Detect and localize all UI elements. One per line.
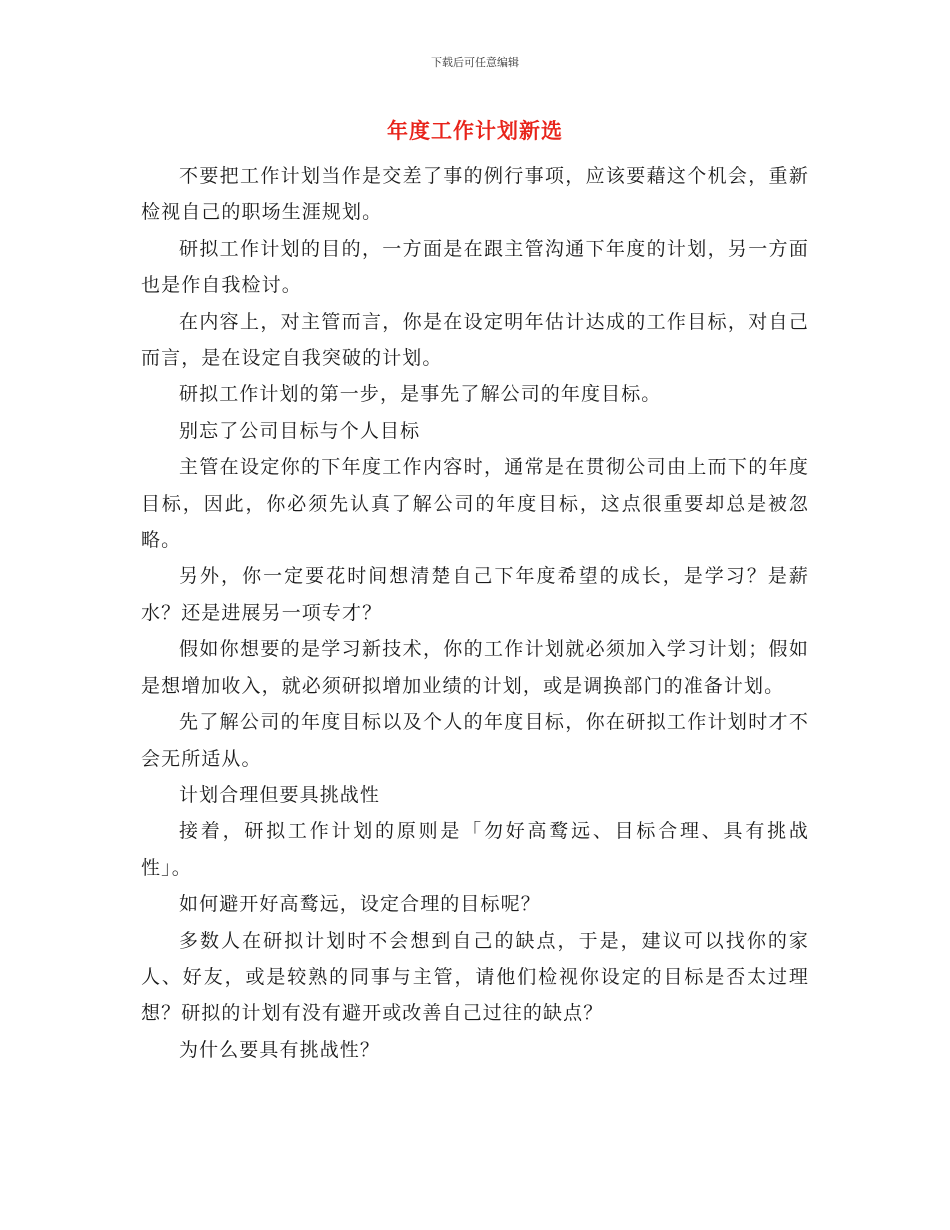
paragraph: 多数人在研拟计划时不会想到自己的缺点，于是，建议可以找你的家人、好友，或是较熟的同事与主管，请他们检视你设定的目标是否太过理想？研拟的计划有没有避开或改善自己过往的缺点？	[141, 929, 809, 1025]
paragraph: 接着，研拟工作计划的原则是「勿好高鹜远、目标合理、具有挑战性」。	[141, 820, 809, 879]
document-body	[141, 158, 809, 1068]
paragraph: 先了解公司的年度目标以及个人的年度目标，你在研拟工作计划时才不会无所适从。	[141, 711, 809, 770]
paragraph: 研拟工作计划的第一步，是事先了解公司的年度目标。	[179, 383, 662, 406]
paragraph: 在内容上，对主管而言，你是在设定明年估计达成的工作目标，对自己而言，是在设定自我突破的计划。	[141, 310, 809, 370]
page-header-note: 下载后可任意编辑	[431, 56, 519, 69]
paragraph: 假如你想要的是学习新技术，你的工作计划就必须加入学习计划；假如是想增加收入，就必须研拟增加业绩的计划，或是调换部门的准备计划。	[141, 638, 809, 697]
paragraph: 主管在设定你的下年度工作内容时，通常是在贯彻公司由上而下的年度目标，因此，你必须先认真了解公司的年度目标，这点很重要却总是被忽略。	[141, 456, 809, 552]
section-heading: 计划合理但要具挑战性	[179, 783, 381, 806]
section-heading: 别忘了公司目标与个人目标	[179, 419, 421, 442]
paragraph: 不要把工作计划当作是交差了事的例行事项，应该要藉这个机会，重新检视自己的职场生涯规划。	[141, 165, 809, 224]
paragraph: 研拟工作计划的目的，一方面是在跟主管沟通下年度的计划，另一方面也是作自我检讨。	[141, 237, 809, 297]
paragraph: 为什么要具有挑战性？	[179, 1038, 381, 1061]
paragraph: 另外，你一定要花时间想清楚自己下年度希望的成长，是学习？是薪水？还是进展另一项专才？	[141, 565, 809, 624]
paragraph: 如何避开好高鹜远，设定合理的目标呢？	[179, 893, 541, 916]
document-title: 年度工作计划新选	[387, 119, 563, 143]
